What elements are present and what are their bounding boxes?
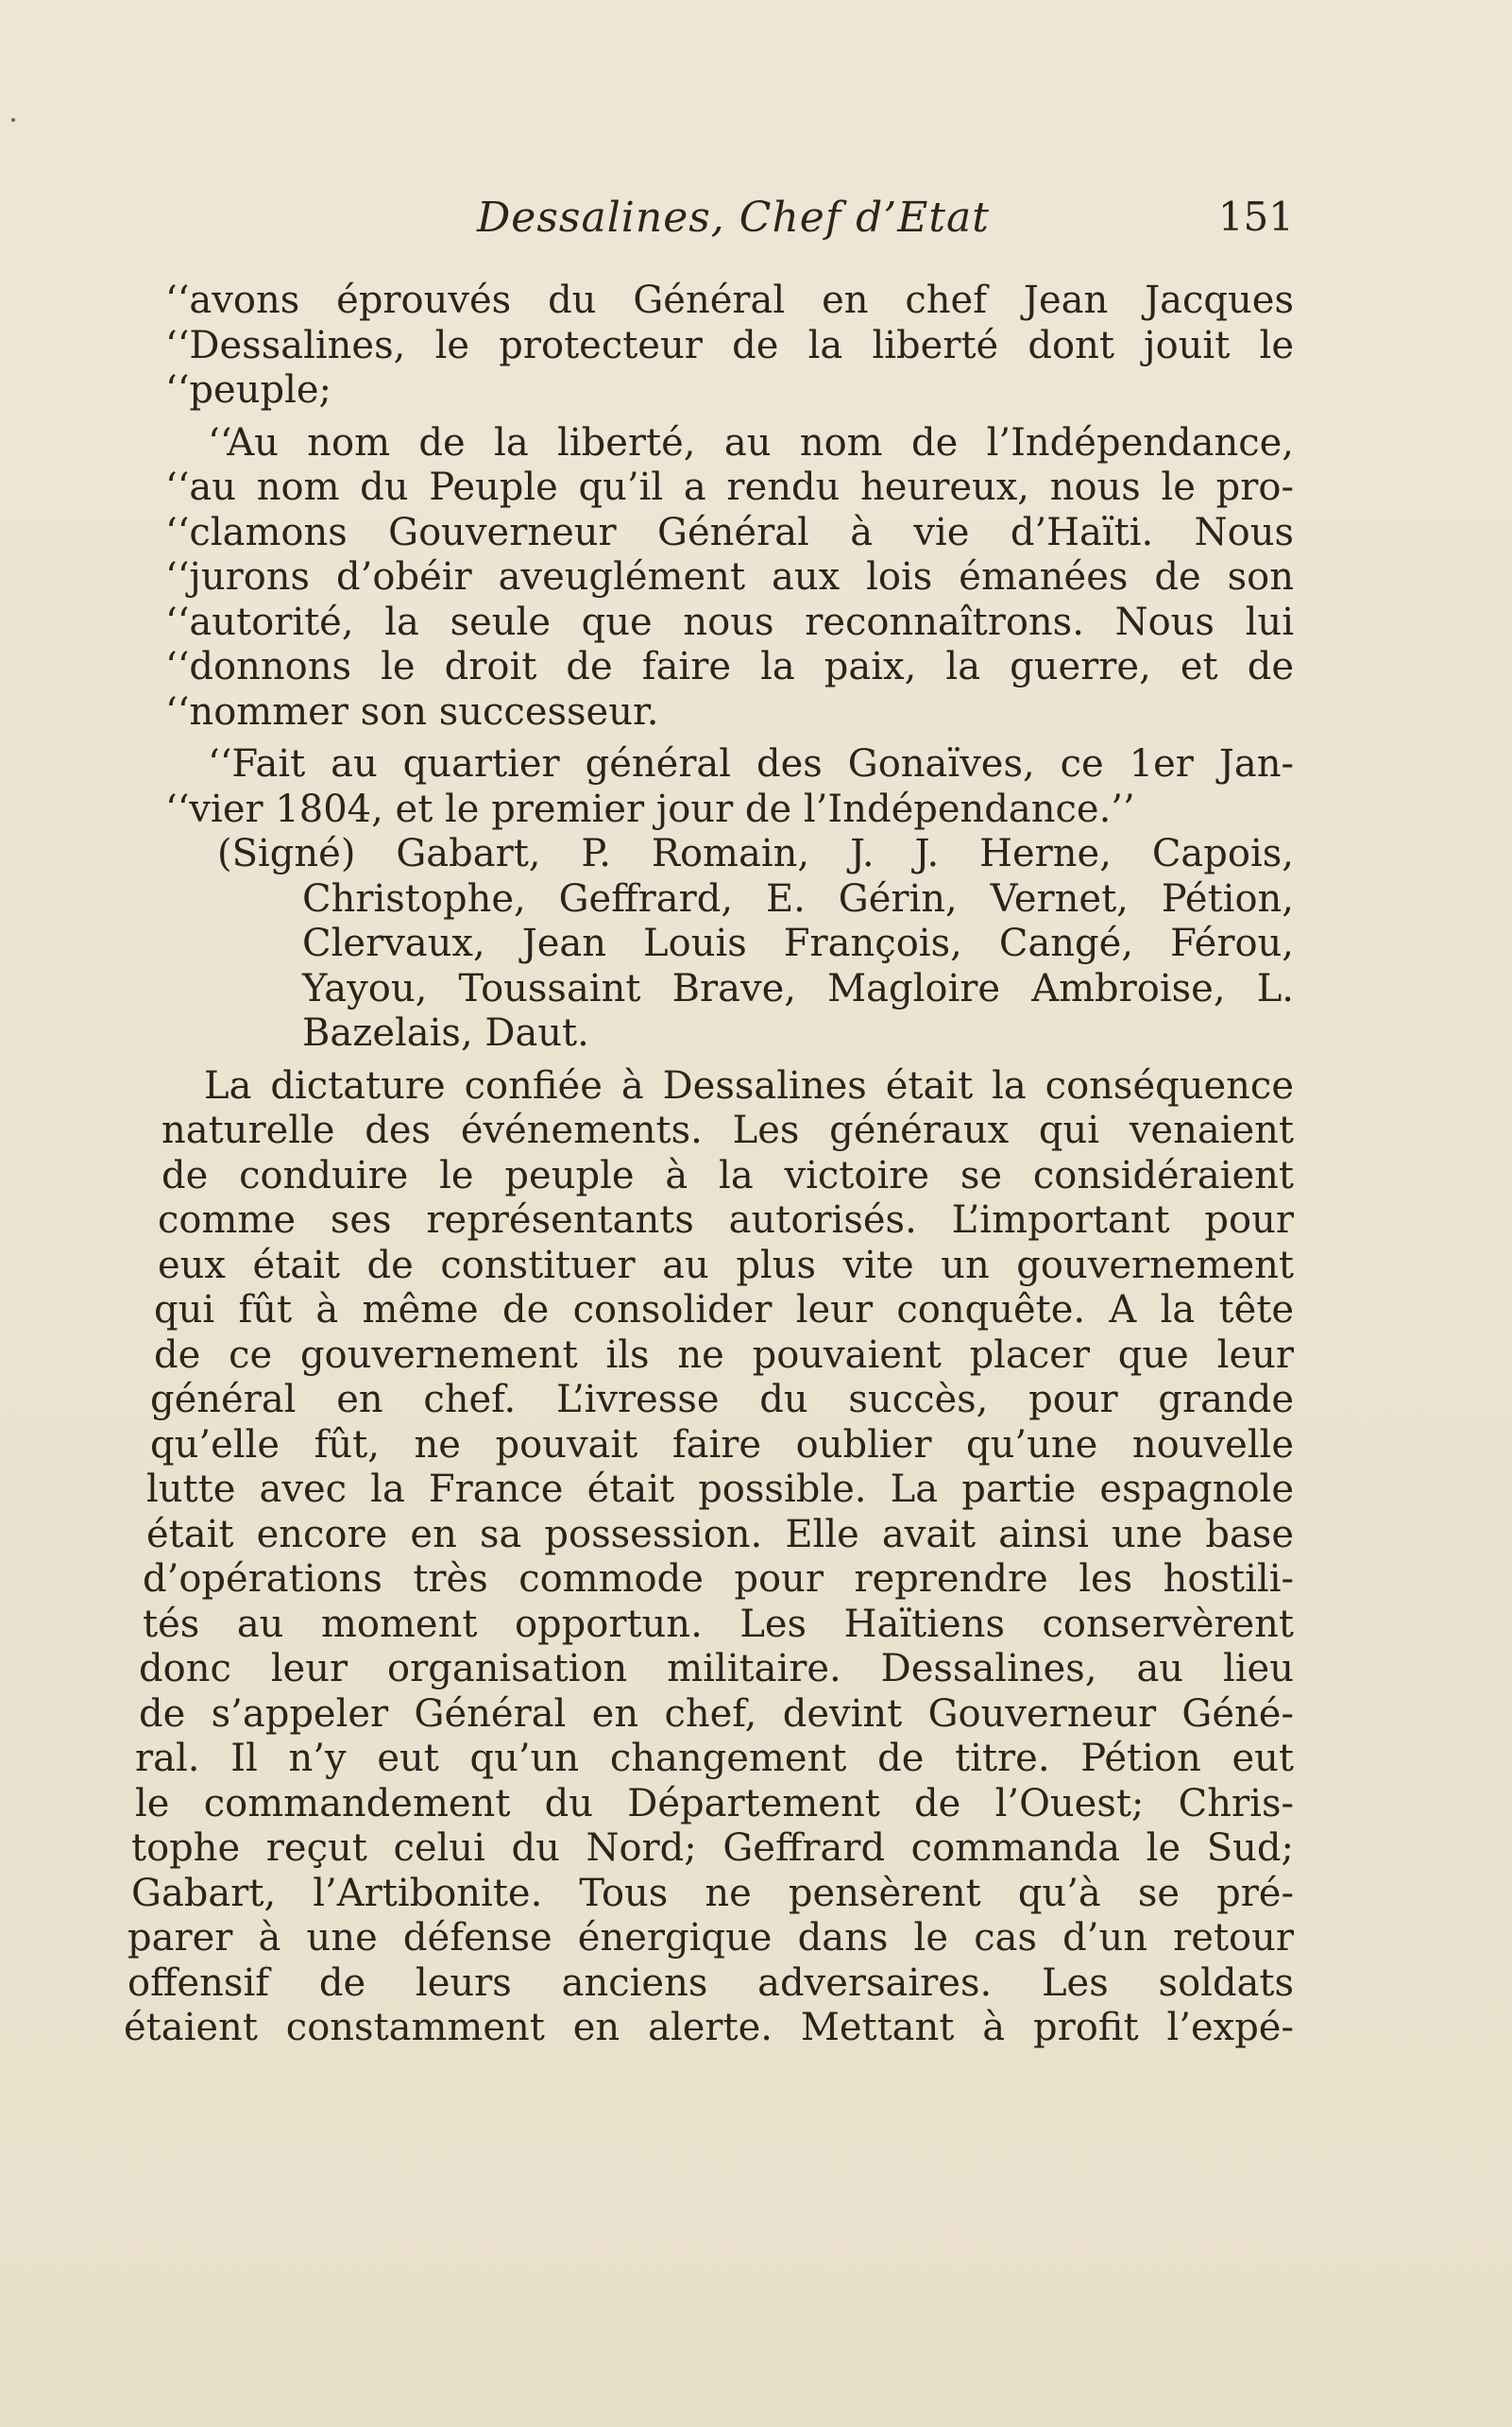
text-line: ‘‘peuple; — [165, 368, 332, 412]
text-line: ‘‘Au nom de la liberté, au nom de l’Indépendance, — [208, 420, 1294, 465]
text-line: le commandement du Département de l’Ouest; Chris- — [135, 1781, 1294, 1825]
text-line: étaient constamment en alerte. Mettant à profit l’expé- — [124, 2006, 1294, 2049]
signature-line: (Signé) Gabart, P. Romain, J. J. Herne, Capois, — [217, 832, 1294, 875]
text-line: qu’elle fût, ne pouvait faire oublier qu’une nouvelle — [150, 1422, 1294, 1467]
text-line: Gabart, l’Artibonite. Tous ne pensèrent qu’à se pré- — [131, 1871, 1294, 1915]
text-line: ‘‘donnons le droit de faire la paix, la guerre, et de — [165, 645, 1294, 688]
text-line: ‘‘au nom du Peuple qu’il a rendu heureux, nous le pro- — [165, 466, 1294, 509]
text-line: ‘‘autorité, la seule que nous reconnaîtrons. Nous lui — [165, 600, 1294, 644]
text-line: parer à une défense énergique dans le cas d’un retour — [127, 1916, 1294, 1960]
text-line: eux était de constituer au plus vite un gouvernement — [158, 1243, 1294, 1287]
text-line: ‘‘jurons d’obéir aveuglément aux lois émanées de son — [165, 555, 1294, 599]
signature-line: Clervaux, Jean Louis François, Cangé, Férou, — [302, 922, 1294, 965]
text-line: ‘‘vier 1804, et le premier jour de l’Indépendance.’’ — [165, 787, 1135, 831]
text-line: de ce gouvernement ils ne pouvaient placer que leur — [154, 1332, 1294, 1377]
signature-line: Bazelais, Daut. — [302, 1011, 589, 1055]
signature-line: Yayou, Toussaint Brave, Magloire Ambroise, L. — [302, 966, 1294, 1010]
text-line: comme ses représentants autorisés. L’important pour — [158, 1198, 1294, 1242]
text-line: de conduire le peuple à la victoire se considéraient — [161, 1153, 1294, 1197]
text-line: ral. Il n’y eut qu’un changement de titre. Pétion eut — [135, 1737, 1294, 1780]
text-line: qui fût à même de consolider leur conquête. A la tête — [154, 1288, 1294, 1332]
text-line: ‘‘clamons Gouverneur Général à vie d’Haïti. Nous — [165, 510, 1294, 554]
text-line: tés au moment opportun. Les Haïtiens conservèrent — [143, 1602, 1294, 1646]
text-line: était encore en sa possession. Elle avait ainsi une base — [146, 1512, 1294, 1556]
text-line: ‘‘Dessalines, le protecteur de la liberté dont jouit le — [165, 323, 1294, 367]
text-line: ‘‘avons éprouvés du Général en chef Jean Jacques — [165, 279, 1294, 322]
text-line: donc leur organisation militaire. Dessalines, au lieu — [139, 1647, 1294, 1690]
page-number: 151 — [1217, 194, 1294, 240]
body-text — [124, 279, 1294, 2051]
text-line: tophe reçut celui du Nord; Geffrard commanda le Sud; — [131, 1826, 1294, 1870]
signature-line: Christophe, Geffrard, E. Gérin, Vernet, Pétion, — [302, 876, 1294, 921]
text-line: La dictature confiée à Dessalines était la conséquence — [204, 1063, 1294, 1108]
text-line: ‘‘Fait au quartier général des Gonaïves, ce 1er Jan- — [208, 742, 1294, 786]
text-line: lutte avec la France était possible. La partie espagnole — [146, 1468, 1294, 1511]
paper-speck — [11, 118, 15, 122]
text-line: offensif de leurs anciens adversaires. Les soldats — [127, 1960, 1294, 2005]
text-line: naturelle des événements. Les généraux qui venaient — [161, 1109, 1294, 1152]
running-head — [165, 194, 1294, 250]
text-line: d’opérations très commode pour reprendre les hostili- — [143, 1557, 1294, 1601]
text-line: ‘‘nommer son successeur. — [165, 689, 659, 734]
text-line: de s’appeler Général en chef, devint Gouverneur Géné- — [139, 1691, 1294, 1736]
running-title: Dessalines, Chef d’Etat — [477, 194, 990, 242]
text-line: général en chef. L’ivresse du succès, pour grande — [150, 1378, 1294, 1421]
